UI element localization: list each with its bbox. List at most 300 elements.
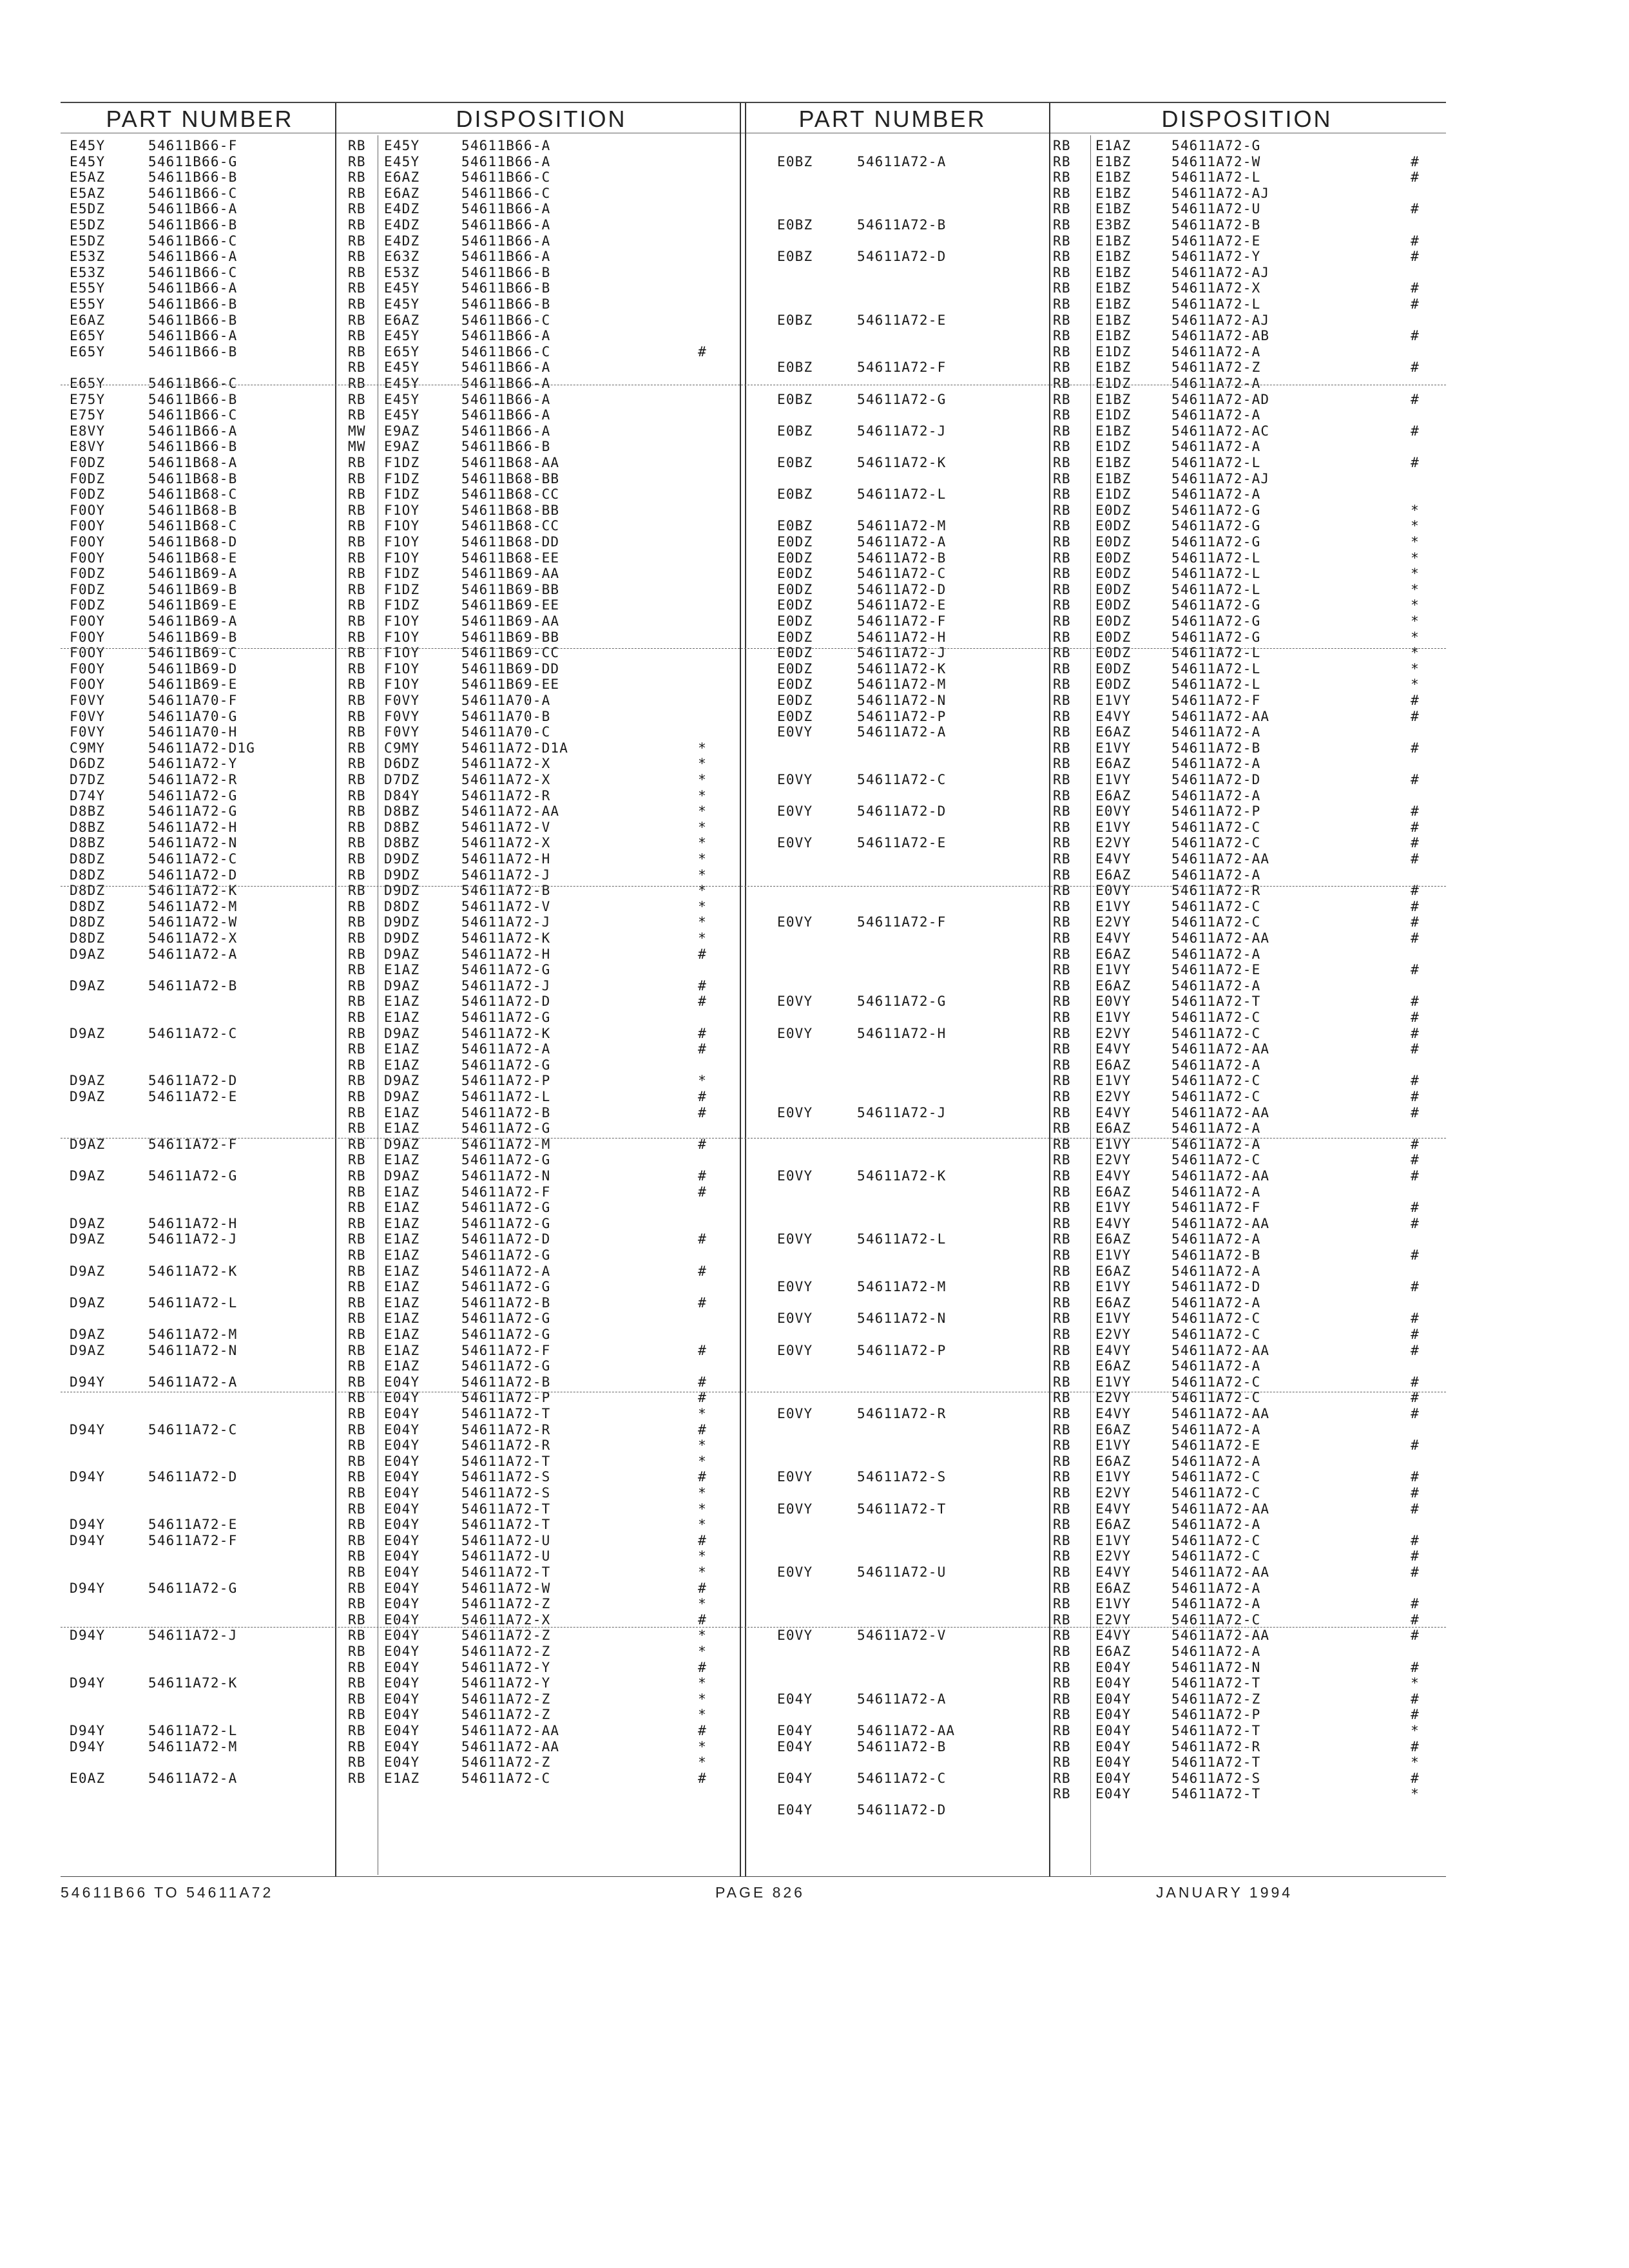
disposition-code: RB xyxy=(348,312,366,328)
disposition-code: RB xyxy=(1053,153,1071,169)
part-number: 54611B66-F xyxy=(148,138,238,153)
disposition-mark: # xyxy=(698,1089,707,1104)
disposition-code: RB xyxy=(1053,1215,1071,1231)
disposition-prefix: D8DZ xyxy=(384,898,420,914)
disposition-part-number: 54611A72-AA xyxy=(1171,708,1270,724)
part-prefix: E5DZ xyxy=(70,233,106,249)
disposition-code: RB xyxy=(348,1469,366,1485)
disposition-part-number: 54611A72-A xyxy=(1171,867,1261,883)
part-prefix: E0DZ xyxy=(777,566,813,582)
disposition-mark: * xyxy=(1411,1675,1420,1691)
disposition-prefix: E1VY xyxy=(1095,693,1132,708)
disposition-code: RB xyxy=(348,296,366,312)
disposition-part-number: 54611A72-Z xyxy=(1171,360,1261,376)
disposition-code: RB xyxy=(1053,566,1071,582)
disposition-part-number: 54611A72-C xyxy=(1171,835,1261,851)
disposition-part-number: 54611A72-R xyxy=(461,1437,551,1454)
disposition-prefix: E6AZ xyxy=(1095,1580,1132,1596)
disposition-part-number: 54611B69-DD xyxy=(461,660,560,677)
disposition-mark: # xyxy=(1411,708,1420,724)
disposition-prefix: F0VY xyxy=(384,708,420,724)
disposition-part-number: 54611A72-A xyxy=(1171,724,1261,740)
disposition-code: RB xyxy=(348,1152,366,1168)
disposition-prefix: D9AZ xyxy=(384,1073,420,1089)
disposition-code: RB xyxy=(348,138,366,153)
disposition-mark: * xyxy=(1411,1723,1420,1738)
disposition-part-number: 54611A72-A xyxy=(1171,343,1261,360)
disposition-part-number: 54611A72-D xyxy=(1171,1279,1261,1295)
disposition-part-number: 54611B69-AA xyxy=(461,566,560,582)
disposition-prefix: E4VY xyxy=(1095,1564,1132,1580)
disposition-code: RB xyxy=(1053,360,1071,376)
disposition-part-number: 54611A72-A xyxy=(1171,946,1261,962)
part-number: 54611B66-C xyxy=(148,185,238,201)
disposition-part-number: 54611A72-C xyxy=(1171,914,1261,930)
part-prefix: D94Y xyxy=(70,1532,106,1548)
disposition-part-number: 54611B68-BB xyxy=(461,470,560,486)
disposition-code: RB xyxy=(1053,962,1071,978)
disposition-code: RB xyxy=(1053,613,1071,629)
part-number: 54611A72-L xyxy=(148,1294,238,1311)
disposition-prefix: E53Z xyxy=(384,264,420,280)
disposition-mark: # xyxy=(1411,898,1420,914)
disposition-part-number: 54611A72-X xyxy=(461,1611,551,1628)
part-prefix: E0BZ xyxy=(777,455,813,470)
disposition-prefix: D6DZ xyxy=(384,756,420,772)
disposition-code: RB xyxy=(348,708,366,724)
disposition-part-number: 54611A72-A xyxy=(1171,756,1261,772)
disposition-part-number: 54611A72-G xyxy=(461,1215,551,1231)
disposition-part-number: 54611A72-T xyxy=(1171,1786,1261,1802)
part-prefix: E04Y xyxy=(777,1738,813,1754)
part-number: 54611A72-M xyxy=(857,677,947,693)
disposition-mark: # xyxy=(1411,1374,1420,1390)
disposition-prefix: E04Y xyxy=(384,1675,420,1691)
disposition-mark: # xyxy=(698,1532,707,1548)
part-prefix: E0VY xyxy=(777,1279,813,1295)
disposition-part-number: 54611A72-B xyxy=(1171,740,1261,756)
part-number: 54611A72-D xyxy=(148,867,238,883)
part-number: 54611A72-L xyxy=(857,1231,947,1247)
disposition-mark: * xyxy=(698,1738,707,1754)
disposition-part-number: 54611A72-U xyxy=(1171,201,1261,217)
disposition-code: RB xyxy=(348,660,366,677)
footer-date: JANUARY 1994 xyxy=(1156,1884,1293,1901)
part-prefix: E53Z xyxy=(70,249,106,265)
disposition-mark: * xyxy=(1411,613,1420,629)
part-prefix: E04Y xyxy=(777,1770,813,1786)
disposition-prefix: F1OY xyxy=(384,645,420,661)
disposition-code: RB xyxy=(348,946,366,962)
disposition-code: RB xyxy=(1053,740,1071,756)
disposition-part-number: 54611A72-R xyxy=(1171,1738,1261,1754)
disposition-mark: # xyxy=(698,1611,707,1628)
disposition-part-number: 54611A72-F xyxy=(461,1342,551,1358)
disposition-prefix: E04Y xyxy=(384,1437,420,1454)
disposition-code: RB xyxy=(1053,1294,1071,1311)
bottom-rule xyxy=(61,1876,1446,1877)
part-number: 54611A72-D xyxy=(148,1073,238,1089)
disposition-prefix: E1VY xyxy=(1095,1437,1132,1454)
disposition-code: RB xyxy=(348,360,366,376)
disposition-part-number: 54611A72-G xyxy=(461,1358,551,1374)
disposition-mark: * xyxy=(698,1628,707,1644)
part-prefix: F0VY xyxy=(70,724,106,740)
disposition-prefix: F0VY xyxy=(384,693,420,708)
disposition-code: RB xyxy=(1053,233,1071,249)
disposition-part-number: 54611A72-AA xyxy=(1171,1041,1270,1057)
disposition-code: RB xyxy=(1053,1406,1071,1421)
part-prefix: F0OY xyxy=(70,518,106,534)
disposition-part-number: 54611A72-Z xyxy=(1171,1691,1261,1707)
disposition-part-number: 54611A72-C xyxy=(1171,819,1261,835)
part-prefix: E75Y xyxy=(70,407,106,423)
disposition-prefix: D9DZ xyxy=(384,930,420,946)
part-number: 54611B68-B xyxy=(148,502,238,518)
disposition-prefix: E6AZ xyxy=(1095,1517,1132,1533)
disposition-code: RB xyxy=(348,1707,366,1723)
disposition-part-number: 54611A72-P xyxy=(1171,1707,1261,1723)
disposition-mark: * xyxy=(698,1501,707,1517)
part-prefix: E04Y xyxy=(777,1691,813,1707)
part-prefix: E0VY xyxy=(777,724,813,740)
part-number: 54611A72-N xyxy=(857,693,947,708)
part-number: 54611A72-E xyxy=(857,835,947,851)
disposition-part-number: 54611A72-G xyxy=(461,1279,551,1295)
disposition-code: RB xyxy=(1053,835,1071,851)
disposition-part-number: 54611B69-EE xyxy=(461,597,560,613)
disposition-code: RB xyxy=(348,898,366,914)
disposition-part-number: 54611A72-AA xyxy=(1171,1342,1270,1358)
disposition-code: RB xyxy=(1053,1754,1071,1771)
disposition-code: RB xyxy=(1053,693,1071,708)
disposition-prefix: E6AZ xyxy=(1095,1358,1132,1374)
disposition-part-number: 54611A72-P xyxy=(461,1390,551,1406)
part-number: 54611A72-K xyxy=(857,660,947,677)
disposition-code: RB xyxy=(348,566,366,582)
disposition-prefix: F1OY xyxy=(384,629,420,645)
part-number: 54611A72-R xyxy=(148,772,238,787)
disposition-mark: * xyxy=(1411,1754,1420,1771)
disposition-part-number: 54611A72-G xyxy=(1171,629,1261,645)
disposition-prefix: D9AZ xyxy=(384,1089,420,1104)
disposition-prefix: D8BZ xyxy=(384,819,420,835)
part-number: 54611A72-B xyxy=(148,977,238,994)
disposition-code: RB xyxy=(1053,1374,1071,1390)
disposition-part-number: 54611A72-C xyxy=(1171,1025,1261,1041)
part-number: 54611A72-B xyxy=(857,217,947,233)
disposition-mark: # xyxy=(1411,1025,1420,1041)
part-number: 54611A72-M xyxy=(148,1738,238,1754)
part-number: 54611A72-H xyxy=(148,1215,238,1231)
disposition-prefix: E65Y xyxy=(384,343,420,360)
part-number: 54611B68-C xyxy=(148,518,238,534)
disposition-code: RB xyxy=(348,1358,366,1374)
disposition-part-number: 54611A72-C xyxy=(1171,1548,1261,1564)
disposition-part-number: 54611A72-G xyxy=(1171,597,1261,613)
part-number: 54611B66-B xyxy=(148,217,238,233)
disposition-prefix: E04Y xyxy=(1095,1770,1132,1786)
disposition-part-number: 54611A72-C xyxy=(1171,1390,1261,1406)
disposition-code: RB xyxy=(348,185,366,201)
part-prefix: E0VY xyxy=(777,835,813,851)
disposition-part-number: 54611A72-L xyxy=(1171,169,1261,186)
disposition-part-number: 54611A72-T xyxy=(461,1564,551,1580)
disposition-code: RB xyxy=(348,962,366,978)
part-prefix: D94Y xyxy=(70,1675,106,1691)
part-number: 54611A72-B xyxy=(857,1738,947,1754)
part-prefix: E45Y xyxy=(70,138,106,153)
right-column-divider xyxy=(1049,103,1050,1876)
part-prefix: E5AZ xyxy=(70,185,106,201)
disposition-mark: * xyxy=(698,756,707,772)
disposition-part-number: 54611A72-T xyxy=(1171,1754,1261,1771)
disposition-code: MW xyxy=(348,439,366,455)
disposition-code: RB xyxy=(348,1723,366,1738)
disposition-part-number: 54611A72-Y xyxy=(461,1659,551,1675)
disposition-code: MW xyxy=(348,423,366,439)
disposition-part-number: 54611A72-AB xyxy=(1171,328,1270,344)
part-prefix: F0DZ xyxy=(70,581,106,597)
disposition-part-number: 54611A72-A xyxy=(1171,977,1261,994)
disposition-part-number: 54611A72-U xyxy=(461,1548,551,1564)
disposition-code: RB xyxy=(1053,1136,1071,1152)
disposition-mark: # xyxy=(1411,1707,1420,1723)
disposition-code: RB xyxy=(1053,185,1071,201)
disposition-prefix: E4DZ xyxy=(384,233,420,249)
disposition-part-number: 54611A72-E xyxy=(1171,1437,1261,1454)
disposition-mark: * xyxy=(698,803,707,820)
disposition-prefix: E1BZ xyxy=(1095,296,1132,312)
disposition-mark: * xyxy=(1411,566,1420,582)
disposition-mark: * xyxy=(698,1485,707,1501)
disposition-code: RB xyxy=(348,1073,366,1089)
disposition-code: RB xyxy=(1053,1184,1071,1200)
disposition-mark: * xyxy=(698,914,707,930)
disposition-part-number: 54611A72-A xyxy=(1171,1184,1261,1200)
part-number: 54611A72-F xyxy=(857,613,947,629)
disposition-part-number: 54611A72-AA xyxy=(461,803,560,820)
disposition-prefix: E04Y xyxy=(384,1691,420,1707)
disposition-mark: # xyxy=(1411,1073,1420,1089)
disposition-prefix: E4VY xyxy=(1095,1501,1132,1517)
disposition-prefix: F1DZ xyxy=(384,581,420,597)
disposition-code: RB xyxy=(1053,708,1071,724)
disposition-prefix: E2VY xyxy=(1095,1611,1132,1628)
disposition-prefix: E1VY xyxy=(1095,1200,1132,1216)
disposition-prefix: E04Y xyxy=(384,1485,420,1501)
part-number: 54611A70-G xyxy=(148,708,238,724)
disposition-code: RB xyxy=(1053,883,1071,899)
disposition-part-number: 54611B66-B xyxy=(461,280,551,296)
disposition-mark: # xyxy=(1411,693,1420,708)
disposition-mark: # xyxy=(1411,1104,1420,1120)
disposition-part-number: 54611A72-Y xyxy=(461,1675,551,1691)
part-prefix: D7DZ xyxy=(70,772,106,787)
part-number: 54611A72-D1G xyxy=(148,740,256,756)
disposition-prefix: E1AZ xyxy=(384,1010,420,1025)
part-prefix: E04Y xyxy=(777,1723,813,1738)
part-prefix: D9AZ xyxy=(70,1089,106,1104)
part-number: 54611B66-C xyxy=(148,233,238,249)
disposition-mark: # xyxy=(1411,391,1420,407)
disposition-mark: # xyxy=(1411,1628,1420,1644)
disposition-code: RB xyxy=(1053,1786,1071,1802)
disposition-prefix: E6AZ xyxy=(1095,1294,1132,1311)
part-prefix: F0OY xyxy=(70,534,106,550)
disposition-mark: * xyxy=(1411,534,1420,550)
disposition-prefix: E1BZ xyxy=(1095,185,1132,201)
disposition-code: RB xyxy=(348,1644,366,1659)
disposition-part-number: 54611A72-A xyxy=(1171,1263,1261,1279)
disposition-prefix: E2VY xyxy=(1095,914,1132,930)
part-prefix: F0DZ xyxy=(70,455,106,470)
disposition-code: RB xyxy=(348,1738,366,1754)
disposition-part-number: 54611A72-B xyxy=(1171,217,1261,233)
part-number: 54611B66-G xyxy=(148,153,238,169)
disposition-prefix: E1BZ xyxy=(1095,249,1132,265)
disposition-part-number: 54611A72-C xyxy=(1171,1327,1261,1342)
disposition-mark: # xyxy=(1411,1136,1420,1152)
part-number: 54611A72-A xyxy=(148,1770,238,1786)
part-prefix: D94Y xyxy=(70,1580,106,1596)
part-prefix: D9AZ xyxy=(70,1327,106,1342)
disposition-prefix: F1DZ xyxy=(384,597,420,613)
disposition-mark: # xyxy=(698,994,707,1010)
part-prefix: D94Y xyxy=(70,1738,106,1754)
disposition-mark: # xyxy=(1411,280,1420,296)
disposition-mark: * xyxy=(698,883,707,899)
part-prefix: D94Y xyxy=(70,1374,106,1390)
disposition-part-number: 54611B66-C xyxy=(461,169,551,186)
disposition-part-number: 54611A72-C xyxy=(1171,1073,1261,1089)
part-prefix: E0DZ xyxy=(777,550,813,566)
disposition-prefix: E1AZ xyxy=(384,1152,420,1168)
disposition-prefix: E04Y xyxy=(384,1754,420,1771)
disposition-part-number: 54611A72-A xyxy=(461,1263,551,1279)
disposition-part-number: 54611A72-C xyxy=(461,1770,551,1786)
disposition-code: RB xyxy=(348,328,366,344)
disposition-prefix: E6AZ xyxy=(1095,977,1132,994)
disposition-prefix: E45Y xyxy=(384,328,420,344)
part-prefix: D8DZ xyxy=(70,883,106,899)
disposition-prefix: D84Y xyxy=(384,787,420,803)
disposition-code: RB xyxy=(1053,930,1071,946)
disposition-part-number: 54611A72-AC xyxy=(1171,423,1270,439)
part-prefix: E45Y xyxy=(70,153,106,169)
part-prefix: E0VY xyxy=(777,1231,813,1247)
part-number: 54611A72-C xyxy=(857,566,947,582)
part-prefix: E0DZ xyxy=(777,534,813,550)
disposition-code: RB xyxy=(348,1580,366,1596)
part-prefix: E0VY xyxy=(777,1564,813,1580)
disposition-code: RB xyxy=(348,1596,366,1612)
part-prefix: D8DZ xyxy=(70,930,106,946)
disposition-code: RB xyxy=(348,376,366,391)
disposition-prefix: E1AZ xyxy=(384,1215,420,1231)
disposition-prefix: E4VY xyxy=(1095,1628,1132,1644)
footer-range: 54611B66 TO 54611A72 xyxy=(61,1884,274,1901)
disposition-part-number: 54611A72-R xyxy=(461,1421,551,1437)
part-number: 54611B68-A xyxy=(148,455,238,470)
disposition-prefix: D9DZ xyxy=(384,883,420,899)
disposition-part-number: 54611B66-A xyxy=(461,360,551,376)
disposition-part-number: 54611A72-W xyxy=(1171,153,1261,169)
disposition-prefix: E2VY xyxy=(1095,1485,1132,1501)
disposition-part-number: 54611A72-T xyxy=(461,1501,551,1517)
disposition-prefix: E4VY xyxy=(1095,1215,1132,1231)
disposition-code: RB xyxy=(1053,1104,1071,1120)
part-prefix: E0VY xyxy=(777,1104,813,1120)
disposition-code: RB xyxy=(348,1120,366,1137)
disposition-part-number: 54611A72-L xyxy=(1171,677,1261,693)
disposition-part-number: 54611A72-R xyxy=(461,787,551,803)
disposition-mark: # xyxy=(698,1770,707,1786)
disposition-prefix: E04Y xyxy=(384,1644,420,1659)
disposition-part-number: 54611A72-A xyxy=(1171,1294,1261,1311)
part-prefix: E0DZ xyxy=(777,708,813,724)
disposition-part-number: 54611A72-A xyxy=(1171,486,1261,503)
disposition-code: RB xyxy=(348,1215,366,1231)
disposition-part-number: 54611A72-A xyxy=(1171,376,1261,391)
part-prefix: E55Y xyxy=(70,280,106,296)
disposition-code: RB xyxy=(1053,296,1071,312)
disposition-code: RB xyxy=(1053,1453,1071,1469)
part-prefix: D94Y xyxy=(70,1723,106,1738)
part-prefix: D8DZ xyxy=(70,898,106,914)
disposition-part-number: 54611B66-A xyxy=(461,233,551,249)
part-number: 54611B66-A xyxy=(148,328,238,344)
disposition-mark: # xyxy=(698,1390,707,1406)
disposition-prefix: E0DZ xyxy=(1095,566,1132,582)
disposition-prefix: E04Y xyxy=(384,1611,420,1628)
disposition-code: RB xyxy=(1053,1263,1071,1279)
disposition-mark: # xyxy=(698,1104,707,1120)
disposition-prefix: E0DZ xyxy=(1095,581,1132,597)
disposition-prefix: E04Y xyxy=(1095,1738,1132,1754)
disposition-prefix: E04Y xyxy=(384,1532,420,1548)
disposition-code: RB xyxy=(1053,1437,1071,1454)
disposition-mark: # xyxy=(1411,1564,1420,1580)
disposition-code: RB xyxy=(1053,264,1071,280)
disposition-prefix: E0DZ xyxy=(1095,502,1132,518)
disposition-mark: # xyxy=(1411,914,1420,930)
disposition-code: RB xyxy=(1053,787,1071,803)
disposition-prefix: E04Y xyxy=(384,1421,420,1437)
part-prefix: E53Z xyxy=(70,264,106,280)
disposition-mark: # xyxy=(1411,819,1420,835)
disposition-prefix: E04Y xyxy=(384,1738,420,1754)
part-prefix: E0BZ xyxy=(777,423,813,439)
disposition-code: RB xyxy=(348,613,366,629)
disposition-part-number: 54611A72-AA xyxy=(461,1738,560,1754)
disposition-part-number: 54611B66-A xyxy=(461,328,551,344)
disposition-mark: # xyxy=(698,1168,707,1184)
disposition-part-number: 54611A72-X xyxy=(461,835,551,851)
disposition-code: RB xyxy=(348,518,366,534)
disposition-code: RB xyxy=(348,1136,366,1152)
disposition-code: RB xyxy=(348,867,366,883)
part-prefix: D94Y xyxy=(70,1517,106,1533)
disposition-prefix: E04Y xyxy=(384,1596,420,1612)
part-number: 54611A72-J xyxy=(148,1231,238,1247)
part-number: 54611B66-A xyxy=(148,201,238,217)
disposition-part-number: 54611B66-A xyxy=(461,217,551,233)
disposition-prefix: E0DZ xyxy=(1095,597,1132,613)
disposition-part-number: 54611B66-B xyxy=(461,264,551,280)
part-prefix: F0OY xyxy=(70,677,106,693)
disposition-prefix: E9AZ xyxy=(384,423,420,439)
